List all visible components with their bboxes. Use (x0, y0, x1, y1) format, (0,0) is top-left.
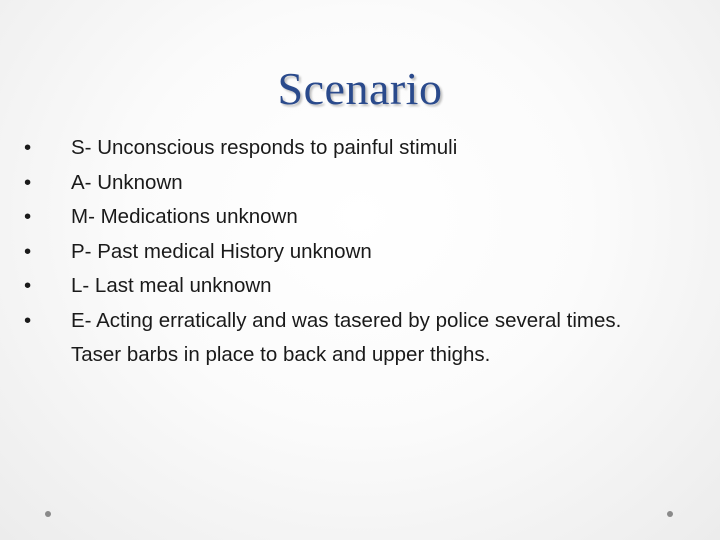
bullet-item-s (0, 131, 671, 166)
bullet-item-m (0, 200, 671, 235)
bullet-text: A- Unknown (71, 170, 183, 194)
bullet-item-l (0, 269, 671, 304)
bullet-text: P- Past medical History unknown (71, 239, 372, 263)
bullet-text: S- Unconscious responds to painful stimuli (71, 136, 458, 159)
bullet-dot-icon: • (24, 136, 32, 159)
bullet-dot-icon: • (24, 308, 32, 332)
bullet-dot-icon: • (24, 239, 32, 263)
bullet-text: L- Last meal unknown (71, 274, 272, 297)
slide-title: Scenario (277, 63, 443, 114)
bullet-text: E- Acting erratically and was tasered by police several times. Taser barbs in place to back and upper thighs. (71, 308, 622, 366)
bullet-item-p (0, 235, 671, 270)
bullet-item-a (0, 166, 671, 201)
corner-dot-right-icon (667, 511, 673, 517)
bullet-dot-icon: • (24, 274, 32, 297)
bullet-item-e (0, 304, 671, 373)
corner-dot-left-icon (45, 511, 51, 517)
bullet-text: M- Medications unknown (71, 205, 298, 228)
bullet-dot-icon: • (24, 205, 32, 228)
bullet-dot-icon: • (24, 170, 32, 194)
bullet-list (0, 131, 671, 373)
